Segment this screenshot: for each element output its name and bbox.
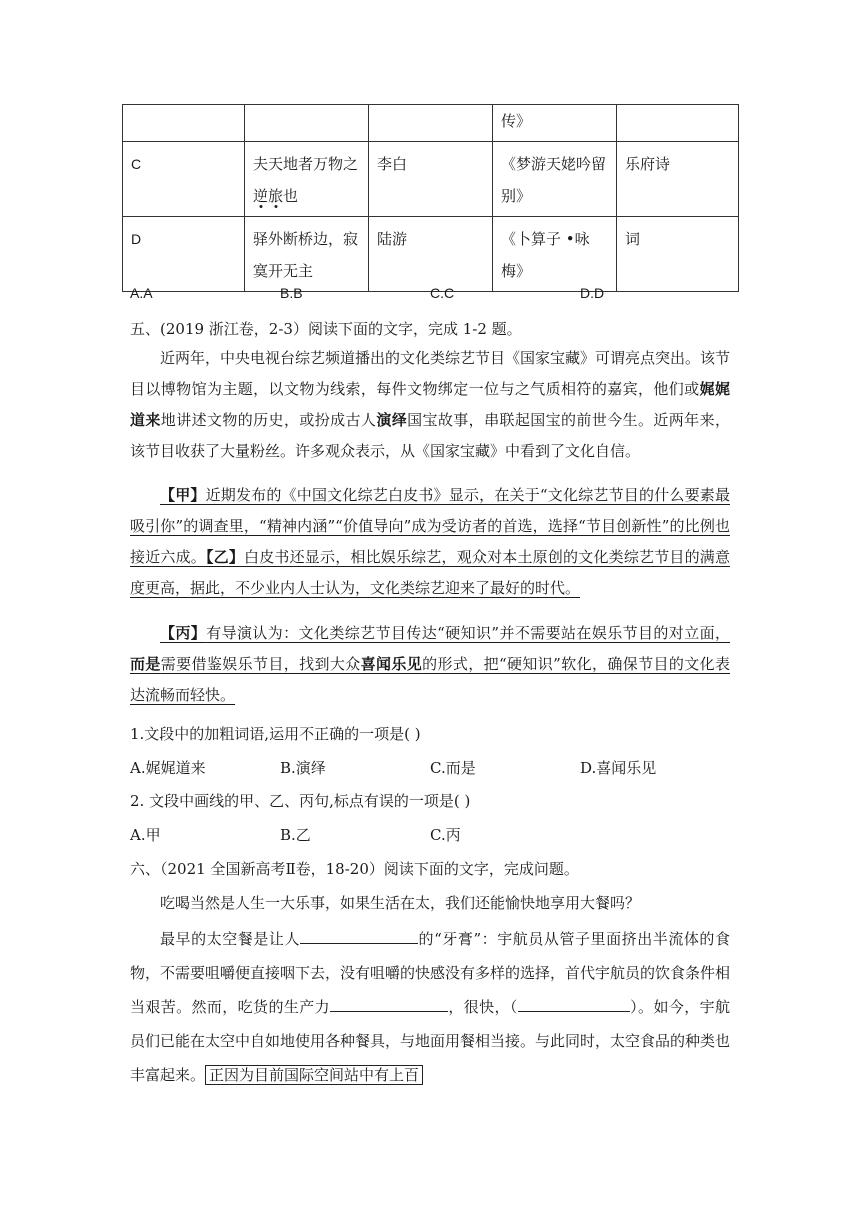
table-cell-work: 《梦游天姥吟留别》: [493, 142, 617, 217]
text: 的形式，把“硬知识”软化，确保节目的文化表达流畅而轻快。: [130, 655, 730, 704]
table-row: [123, 217, 739, 292]
q2-option-a: A.甲: [130, 826, 161, 844]
text: 最早的太空餐是让人: [160, 930, 300, 948]
q2-option-c: C.丙: [430, 826, 461, 844]
text: 需要借鉴娱乐节目，找到大众: [160, 655, 361, 673]
q1-option-b: B.演绎: [280, 759, 326, 777]
section5-paragraph-3: [130, 618, 730, 711]
option-a: A.A: [130, 285, 153, 301]
option-b: B.B: [280, 285, 303, 301]
bold-word: 演绎: [376, 411, 408, 429]
table-cell-sentence: [245, 142, 369, 217]
table-cell-genre: [617, 105, 739, 142]
sentence-text: 夫天地者万物之: [253, 155, 359, 173]
table-row: [123, 105, 739, 142]
text: 有导演认为：文化类综艺节目传达“硬知识”并不需要站在娱乐节目的对立面，: [206, 624, 730, 642]
section6-paragraph-1: 吃喝当然是人生一大乐事，如果生活在太，我们还能愉快地享用大餐吗？: [160, 894, 641, 912]
table-cell-work: 《卜算子 •咏梅》: [493, 217, 617, 292]
bold-word: 而是: [130, 655, 161, 673]
sentence-marker: 【甲】: [160, 486, 206, 504]
section5-paragraph-2: [130, 480, 730, 604]
q1-option-c: C.而是: [430, 759, 476, 777]
table-cell-option: C: [123, 142, 245, 217]
text: （: [509, 998, 518, 1016]
fill-blank[interactable]: [518, 995, 630, 1012]
sentence-marker: 【丙】: [160, 624, 207, 642]
table-cell-author: 李白: [369, 142, 493, 217]
option-d: D.D: [580, 285, 605, 301]
text: 国宝故事，串联起国宝的前世今生。近两年来，该节目收获了大量粉丝。许多观众表示，从《国家宝藏》中看到了文化自信。: [130, 411, 730, 460]
table-cell-author: 陆游: [369, 217, 493, 292]
fill-blank[interactable]: [330, 995, 448, 1012]
sentence-text: 也: [283, 187, 299, 205]
table-cell-genre: 词: [617, 217, 739, 292]
q2-option-b: B.乙: [280, 826, 311, 844]
fill-blank[interactable]: [300, 927, 418, 944]
dotted-char: 旅: [268, 187, 284, 205]
table-cell-sentence: [245, 105, 369, 142]
text: 地讲述文物的历史，或扮成古人: [160, 411, 377, 429]
text: 的“牙膏”：宇航员从管子里面挤出半流体的食物，不需要咀嚼便直接咽下去，没有咀嚼的快感没有多样的选择，首代宇航员的饮食条件相当艰苦。然而，吃货的生产力: [130, 930, 731, 1016]
question-2: 2. 文段中画线的甲、乙、丙句,标点有误的一项是( ): [130, 792, 471, 810]
question-1: 1.文段中的加粗词语,运用不正确的一项是( ): [130, 725, 421, 743]
text: 近两年，中央电视台综艺频道播出的文化类综艺节目《国家宝藏》可谓亮点突出。该节目以博物馆为主题，以文物为线索，每件文物绑定一位与之气质相符的嘉宾，他们或: [130, 349, 731, 398]
boxed-sentence: 正因为目前国际空间站中有上百: [205, 1065, 423, 1085]
section5-paragraph-1: [130, 343, 730, 467]
table-cell-option: [123, 105, 245, 142]
question-table: [122, 104, 739, 292]
q1-option-a: A.娓娓道来: [130, 759, 206, 777]
table-cell-work: 传》: [493, 105, 617, 142]
text: 白皮书还显示，相比娱乐综艺，观众对本土原创的文化类综艺节目的满意度更高，据此，不少业内人士认为，文化类综艺迎来了最好的时代。: [130, 548, 730, 597]
text: 近期发布的《中国文化综艺白皮书》显示，在关于“文化综艺节目的什么要素最吸引你”的调查里，“精神内涵”“价值导向”成为受访者的首选，选择“节目创新性”的比例也接近六成。: [130, 486, 730, 566]
section6-heading: 六、（2021 全国新高考Ⅱ卷，18-20）阅读下面的文字，完成问题。: [130, 860, 579, 878]
sentence-marker: 【乙】: [205, 548, 245, 566]
bold-word: 喜闻乐见: [360, 655, 423, 673]
q1-option-d: D.喜闻乐见: [580, 759, 657, 777]
text: ，很快，: [447, 998, 510, 1016]
section5-heading: 五、(2019 浙江卷，2-3）阅读下面的文字，完成 1-2 题。: [130, 320, 522, 338]
dotted-char: 逆: [253, 187, 269, 205]
table-cell-sentence: 驿外断桥边，寂寞开无主: [245, 217, 369, 292]
option-c: C.C: [430, 285, 455, 301]
table-cell-option: D: [123, 217, 245, 292]
bold-word: 娓娓道来: [130, 380, 730, 429]
text: ）。如今，宇航员们已能在太空中自如地使用各种餐具，与地面用餐相当接。与此同时，太空食品的种类也丰富起来。: [130, 998, 731, 1084]
table-cell-author: [369, 105, 493, 142]
section6-paragraph-2: [130, 922, 730, 1092]
table-cell-genre: 乐府诗: [617, 142, 739, 217]
table-row: [123, 142, 739, 217]
